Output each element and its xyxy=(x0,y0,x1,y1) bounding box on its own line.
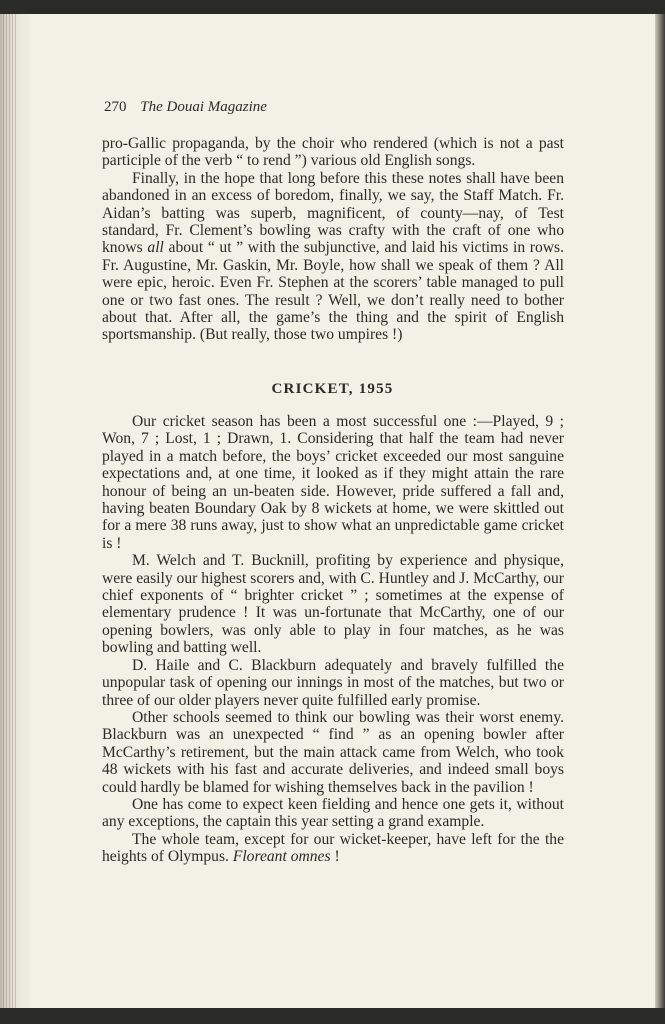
article-paragraph: Other schools seemed to think our bowling was their worst enemy. Blackburn was an unexpected “ find ” as an opening bowler after McCarthy’s retirement, but the main attack came from Welch, who took 48 wickets with his fast and accurate deliveries, and indeed small boys could hardly be blamed for wishing themselves back in the pavilion ! xyxy=(102,708,564,796)
last-italic: Floreant omnes xyxy=(232,848,331,866)
article-paragraph: Our cricket season has been a most successful one :—Played, 9 ; Won, 7 ; Lost, 1 ; Drawn, 1. Considering that half the team had never played in a match before, the boys’ cricket exceeded our most sanguine expectations and, at one time, it looked as if they might attain the rare honour of being an un-beaten side. However, pride suffered a fall and, having beaten Boundary Oak by 8 wickets at home, we were skittled out for a mere 38 runs away, just to show what an unpredictable game cricket is ! xyxy=(102,413,564,552)
last-text-a: The whole team, except for our wicket-keeper, have left for the the heights of Olympus. xyxy=(102,830,564,866)
page-right-edge xyxy=(655,14,665,1008)
section-heading: CRICKET, 1955 xyxy=(271,381,394,397)
last-text-b: ! xyxy=(330,848,340,866)
preamble-paragraph-1: pro-Gallic propaganda, by the choir who rendered (which is not a past participle of the verb “ to rend ”) various old English songs. xyxy=(102,135,564,170)
article-last-paragraph xyxy=(102,831,564,866)
preamble-italic: all xyxy=(147,239,164,257)
preamble-text-b: about “ ut ” with the subjunctive, and laid his victims in rows. Fr. Augustine, Mr. Gaskin, Mr. Boyle, how shall we speak of them ? All were epic, heroic. Even Fr. Stephen at the scorers’ table managed to pull one or two fast ones. The result ? Well, we don’t really need to bother about that. After all, the game’s the thing and the spirit of English sportsmanship. (But really, those two umpires !) xyxy=(102,239,565,344)
article-paragraph: M. Welch and T. Bucknill, profiting by experience and physique, were easily our highest scorers and, with C. Huntley and J. McCarthy, our chief exponents of “ brighter cricket ” ; sometimes at the expense of elementary prudence ! It was un-fortunate that McCarthy, one of our opening bowlers, was only able to play in four matches, as he was bowling and batting well. xyxy=(102,552,564,657)
cricket-article xyxy=(102,413,564,866)
preamble-paragraph-2 xyxy=(102,170,564,344)
magazine-title: The Douai Magazine xyxy=(140,99,267,115)
running-header xyxy=(104,99,267,116)
binding-gutter xyxy=(0,14,30,1008)
article-paragraph: D. Haile and C. Blackburn adequately and bravely fulfilled the unpopular task of opening our innings in most of the matches, but two or three of our older players never quite fulfilled early promise. xyxy=(102,656,564,709)
page-number: 270 xyxy=(104,99,127,115)
article-paragraph: One has come to expect keen fielding and hence one gets it, without any exceptions, the captain this year setting a grand example. xyxy=(102,795,564,831)
preamble-text xyxy=(102,135,564,344)
preamble-text-a: Finally, in the hope that long before this these notes shall have been abandoned in an excess of boredom, finally, we say, the Staff Match. Fr. Aidan’s batting was superb, magnificent, of county—nay, of Test standard, Fr. Clement’s bowling was crafty with the craft of one who knows xyxy=(102,169,564,257)
page-stack-edges xyxy=(3,14,17,1008)
